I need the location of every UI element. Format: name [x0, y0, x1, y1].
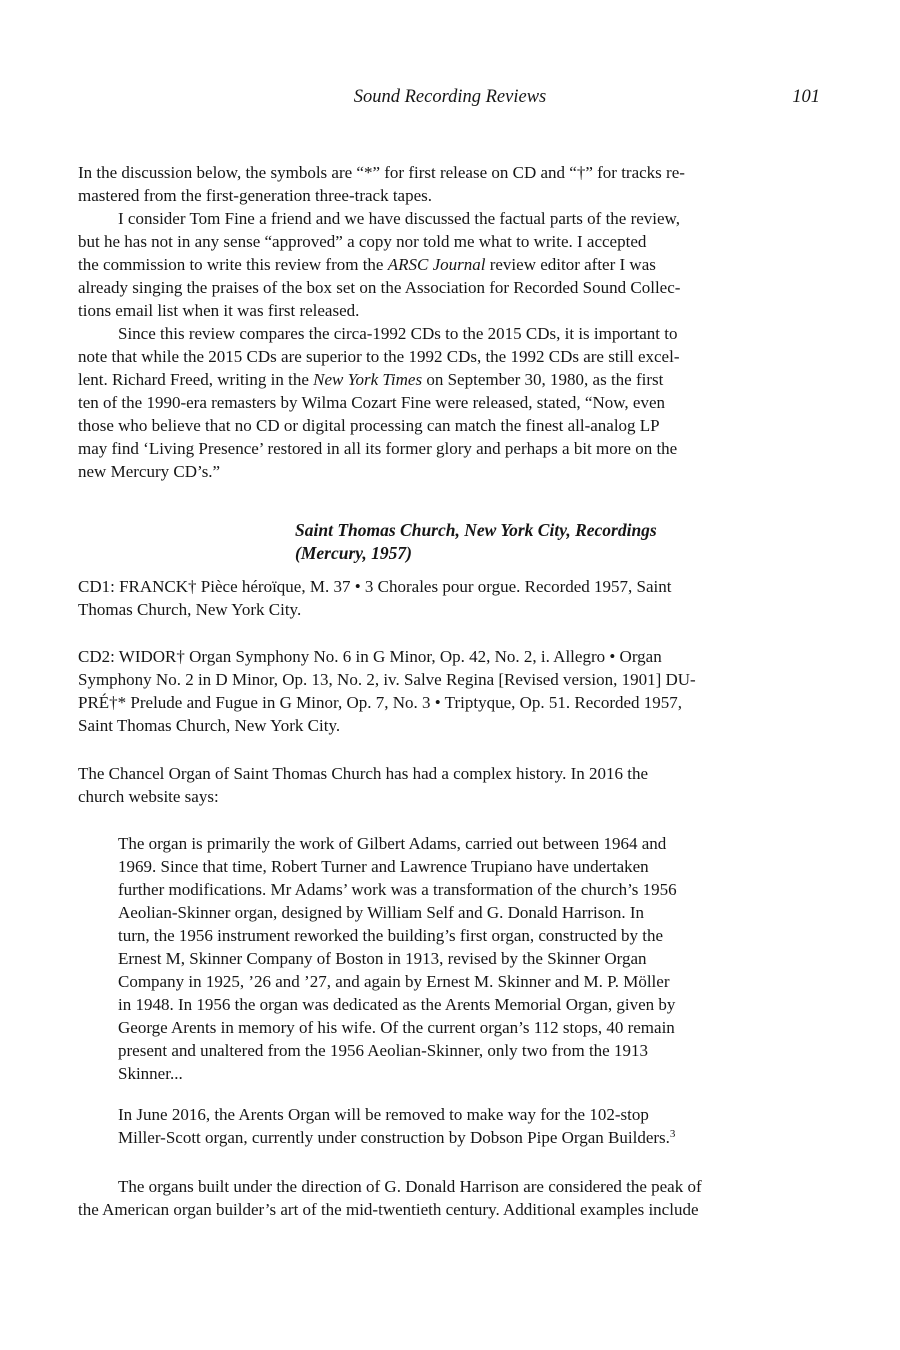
- text-line: 1969. Since that time, Robert Turner and Lawrence Trupiano have undertaken: [118, 857, 649, 876]
- text-line: PRÉ†* Prelude and Fugue in G Minor, Op. 7, No. 3 • Triptyque, Op. 51. Recorded 1957,: [78, 693, 683, 712]
- text-line: The organs built under the direction of G. Donald Harrison are considered the peak of: [118, 1177, 702, 1196]
- running-head-title: Sound Recording Reviews: [353, 87, 547, 107]
- running-head: [78, 86, 822, 109]
- text-line: turn, the 1956 instrument reworked the building’s first organ, constructed by the: [118, 926, 663, 945]
- arsc-journal-title: ARSC Journal: [387, 255, 486, 274]
- text-line: The organ is primarily the work of Gilbert Adams, carried out between 1964 and: [118, 834, 667, 853]
- text-run: the commission to write this review from the: [78, 255, 388, 274]
- page-number: 101: [792, 87, 820, 107]
- text-run: on September 30, 1980, as the first: [422, 370, 664, 389]
- text-line: further modifications. Mr Adams’ work was a transformation of the church’s 1956: [118, 880, 677, 899]
- text-line: CD1: FRANCK† Pièce héroïque, M. 37 • 3 Chorales pour orgue. Recorded 1957, Saint: [78, 577, 672, 596]
- text-line: note that while the 2015 CDs are superior to the 1992 CDs, the 1992 CDs are still excel-: [78, 347, 680, 366]
- text-line: Since this review compares the circa-1992 CDs to the 2015 CDs, it is important to: [118, 324, 678, 343]
- text-run: Miller-Scott organ, currently under construction by Dobson Pipe Organ Builders.: [118, 1128, 670, 1147]
- text-line: new Mercury CD’s.”: [78, 462, 221, 481]
- harrison-organs-paragraph: [78, 1175, 822, 1221]
- heading-line: (Mercury, 1957): [295, 543, 412, 563]
- text-line: CD2: WIDOR† Organ Symphony No. 6 in G Minor, Op. 42, No. 2, i. Allegro • Organ: [78, 647, 662, 666]
- text-line: The Chancel Organ of Saint Thomas Church has had a complex history. In 2016 the: [78, 764, 649, 783]
- cd2-track-listing: [78, 645, 822, 737]
- text-run: lent. Richard Freed, writing in the: [78, 370, 314, 389]
- text-line: [78, 253, 822, 276]
- text-line: In the discussion below, the symbols are “*” for first release on CD and “†” for tracks re-: [78, 163, 685, 182]
- recordings-section-heading: [295, 519, 822, 565]
- cd-comparison-paragraph: [78, 322, 822, 483]
- text-line: [78, 368, 822, 391]
- text-line: Symphony No. 2 in D Minor, Op. 13, No. 2, iv. Salve Regina [Revised version, 1901] DU-: [78, 670, 696, 689]
- text-line: in 1948. In 1956 the organ was dedicated as the Arents Memorial Organ, given by: [118, 995, 676, 1014]
- text-line: tions email list when it was first released.: [78, 301, 360, 320]
- text-line: Company in 1925, ’26 and ’27, and again by Ernest M. Skinner and M. P. Möller: [118, 972, 670, 991]
- review-disclaimer-paragraph: [78, 207, 822, 322]
- cd1-track-listing: [78, 575, 822, 621]
- text-line: already singing the praises of the box set on the Association for Recorded Sound Collec-: [78, 278, 681, 297]
- text-run: review editor after I was: [485, 255, 656, 274]
- organ-removal-blockquote: [118, 1103, 822, 1149]
- text-line: the American organ builder’s art of the mid-twentieth century. Additional examples include: [78, 1200, 699, 1219]
- text-line: Thomas Church, New York City.: [78, 600, 302, 619]
- text-line: Aeolian-Skinner organ, designed by William Self and G. Donald Harrison. In: [118, 903, 645, 922]
- church-website-blockquote: [118, 832, 822, 1085]
- text-line: ten of the 1990-era remasters by Wilma Cozart Fine were released, stated, “Now, even: [78, 393, 666, 412]
- text-line: those who believe that no CD or digital processing can match the finest all-analog LP: [78, 416, 660, 435]
- intro-paragraph: [78, 161, 822, 207]
- text-line: [118, 1126, 822, 1149]
- text-line: George Arents in memory of his wife. Of the current organ’s 112 stops, 40 remain: [118, 1018, 675, 1037]
- text-line: mastered from the first-generation three-track tapes.: [78, 186, 433, 205]
- chancel-organ-intro-paragraph: [78, 762, 822, 808]
- heading-line: Saint Thomas Church, New York City, Recordings: [295, 520, 657, 540]
- text-line: present and unaltered from the 1956 Aeolian-Skinner, only two from the 1913: [118, 1041, 648, 1060]
- text-line: but he has not in any sense “approved” a copy nor told me what to write. I accepted: [78, 232, 647, 251]
- text-line: Skinner...: [118, 1064, 183, 1083]
- text-line: Saint Thomas Church, New York City.: [78, 716, 341, 735]
- footnote-reference-3: 3: [669, 1128, 676, 1140]
- text-line: I consider Tom Fine a friend and we have discussed the factual parts of the review,: [118, 209, 680, 228]
- text-line: In June 2016, the Arents Organ will be removed to make way for the 102-stop: [118, 1105, 649, 1124]
- text-line: Ernest M, Skinner Company of Boston in 1913, revised by the Skinner Organ: [118, 949, 647, 968]
- text-line: may find ‘Living Presence’ restored in all its former glory and perhaps a bit more on the: [78, 439, 678, 458]
- text-line: church website says:: [78, 787, 219, 806]
- new-york-times-title: New York Times: [313, 370, 423, 389]
